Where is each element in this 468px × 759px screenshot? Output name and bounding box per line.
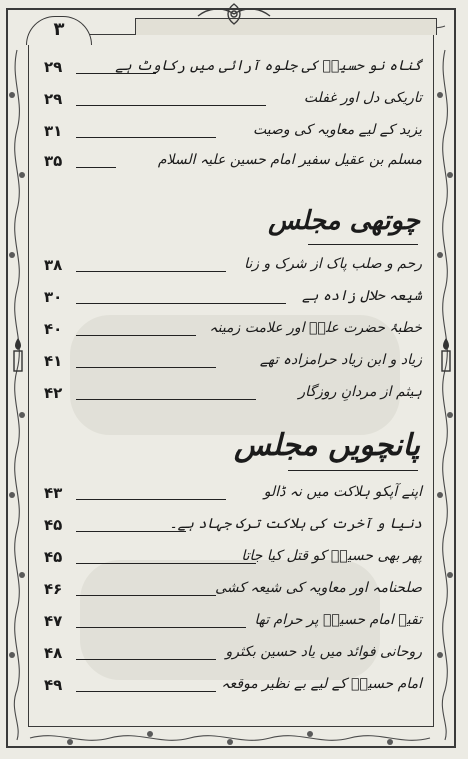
dotted-leader <box>76 595 216 596</box>
dotted-leader <box>76 137 216 138</box>
toc-entry <box>40 580 426 604</box>
entry-page-number: ۴۸ <box>44 644 63 662</box>
dotted-leader <box>76 563 256 564</box>
entry-title: شیعہ حلال زادہ ہے <box>302 288 422 304</box>
entry-title: رحم و صلب پاک از شرک و زنا <box>244 256 422 272</box>
toc-entry <box>40 384 426 408</box>
entry-page-number: ۴۲ <box>44 384 63 402</box>
entry-title: صلحنامہ اور معاویہ کی شیعہ کشی <box>215 580 422 596</box>
entry-title: ہیثم از مردانِ روزگار <box>298 384 422 400</box>
entry-title: گناہ نو حسینؑ کی جلوہ آرائی میں رکاوٹ ہے <box>115 58 422 74</box>
right-candle-ornament <box>436 336 456 376</box>
entry-page-number: ۳۱ <box>44 122 63 140</box>
page-number: ۳ <box>26 16 92 45</box>
dotted-leader <box>76 271 226 272</box>
dotted-leader <box>76 167 116 168</box>
entry-page-number: ۴۱ <box>44 352 63 370</box>
entry-title: اپنے آپکو ہلاکت میں نہ ڈالو <box>263 484 422 500</box>
dotted-leader <box>76 499 226 500</box>
toc-entry <box>40 90 426 114</box>
entry-page-number: ۴۶ <box>44 580 63 598</box>
toc-entry <box>40 152 426 176</box>
toc-entry <box>40 320 426 344</box>
toc-entry <box>40 122 426 146</box>
entry-title: پھر بھی حسینؑ کو قتل کیا جاتا <box>241 548 422 564</box>
dotted-leader <box>76 335 196 336</box>
entry-page-number: ۴۵ <box>44 548 63 566</box>
toc-entry <box>40 58 426 82</box>
heading-underline <box>308 244 418 245</box>
toc-entry <box>40 644 426 668</box>
entry-page-number: ۴۳ <box>44 484 63 502</box>
toc-entry <box>40 288 426 312</box>
entry-page-number: ۳۸ <box>44 256 63 274</box>
dotted-leader <box>76 303 286 304</box>
entry-page-number: ۴۹ <box>44 676 63 694</box>
section-heading: چوتھی مجلس <box>268 206 420 236</box>
dotted-leader <box>76 399 256 400</box>
entry-title: یزید کے لیے معاویہ کی وصیت <box>252 122 422 138</box>
heading-underline <box>288 470 418 471</box>
entry-title: تقیہ امام حسینؑ پر حرام تھا <box>254 612 422 628</box>
entry-page-number: ۴۵ <box>44 516 63 534</box>
dotted-leader <box>76 627 246 628</box>
entry-title: مسلم بن عقیل سفیر امام حسین علیہ السلام <box>157 152 422 168</box>
entry-title: دنیا و آخرت کی ہلاکت ترک جہاد ہے۔ <box>169 516 422 532</box>
dotted-leader <box>76 367 216 368</box>
toc-entry <box>40 612 426 636</box>
dotted-leader <box>76 105 266 106</box>
dotted-leader <box>76 659 216 660</box>
toc-entry <box>40 676 426 700</box>
toc-entry <box>40 516 426 540</box>
left-candle-ornament <box>8 336 28 376</box>
entry-title: خطبۂ حضرت علیؑ اور علامت زمینہ <box>209 320 422 336</box>
entry-page-number: ۳۵ <box>44 152 63 170</box>
entry-page-number: ۲۹ <box>44 90 63 108</box>
entry-title: روحانی فوائد میں یاد حسین بکثرو <box>225 644 422 660</box>
toc-entry <box>40 256 426 280</box>
section-heading: پانچویں مجلس <box>234 428 420 463</box>
entry-page-number: ۴۰ <box>44 320 63 338</box>
entry-title: امام حسینؑ کے لیے بے نظیر موقعہ <box>221 676 422 692</box>
entry-page-number: ۳۰ <box>44 288 63 306</box>
entry-page-number: ۲۹ <box>44 58 63 76</box>
toc-entry <box>40 548 426 572</box>
entry-title: تاریکی دل اور غفلت <box>303 90 422 106</box>
entry-title: زیاد و ابن زیاد حرامزادہ تھے <box>259 352 422 368</box>
entry-page-number: ۴۷ <box>44 612 63 630</box>
top-flourish-ornament <box>194 2 274 28</box>
dotted-leader <box>76 691 216 692</box>
header-band <box>135 18 437 35</box>
toc-entry <box>40 484 426 508</box>
toc-entry <box>40 352 426 376</box>
